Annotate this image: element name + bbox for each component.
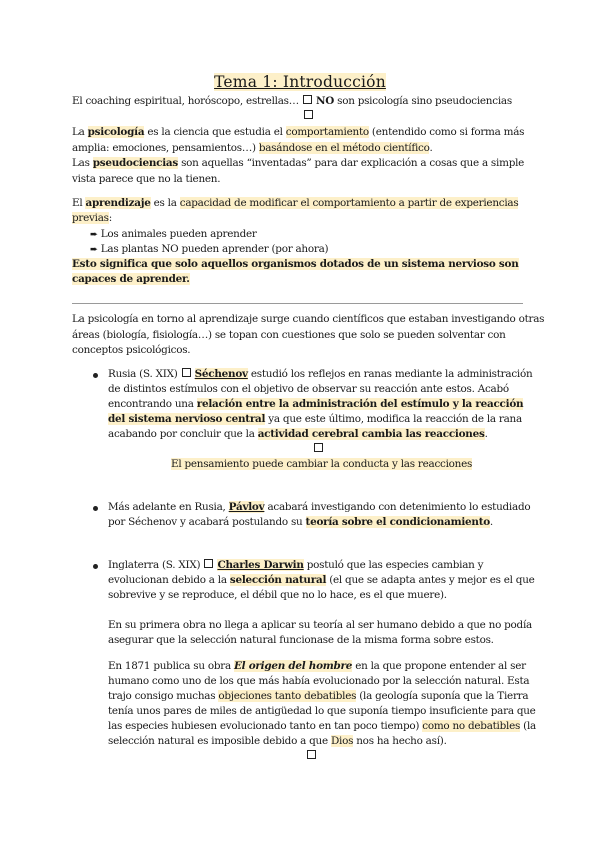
bullet-dot-icon bbox=[93, 506, 98, 511]
origin-paragraph-l3: conceptos psicológicos. bbox=[72, 344, 191, 356]
darwin-para-3-l5: las especies hubiesen evolucionado tanto en tan poco tiempo) como no debatibles (la bbox=[108, 720, 536, 732]
sechenov-line-3: encontrando una relación entre la administración del estímulo y la reacción bbox=[108, 398, 524, 410]
intro-line: El coaching espiritual, horóscopo, estrellas… NO son psicología sino pseudociencias bbox=[72, 95, 512, 107]
darwin-para-3-l3: trajo consigo muchas objeciones tanto debatibles (la geología suponía que la Tierra bbox=[108, 690, 529, 702]
list-item: ➨ Las plantas NO pueden aprender (por ahora) bbox=[90, 241, 328, 258]
origin-paragraph: La psicología en torno al aprendizaje surge cuando científicos que estaban investigando otras bbox=[72, 313, 545, 325]
pseudoscience-definition: Las pseudociencias son aquellas “inventadas” para dar explicación a cosas que a simple bbox=[72, 157, 525, 169]
horizontal-divider bbox=[72, 303, 523, 304]
arrow-placeholder-icon bbox=[306, 748, 317, 764]
bullet-dot-icon bbox=[93, 373, 98, 378]
darwin-para-3-l4: tenía unos pares de miles de antigüedad lo que suponía tiempo insuficiente para que bbox=[108, 705, 536, 717]
pavlov-line-2: por Séchenov y acabará postulando su teoría sobre el condicionamiento. bbox=[108, 516, 493, 528]
sechenov-line-2: de distintos estímulos con el objetivo de observar su reacción ante estos. Acabó bbox=[108, 383, 509, 395]
sechenov-line-4: del sistema nervioso central ya que este último, modifica la reacción de la rana bbox=[108, 413, 522, 425]
darwin-para-3: En 1871 publica su obra El origen del hombre en la que propone entender al ser bbox=[108, 660, 526, 672]
origin-paragraph-l2: áreas (biología, fisiología…) se topan con cuestiones que solo se pueden solventar con bbox=[72, 329, 506, 341]
arrow-bullet-icon: ➨ bbox=[90, 229, 98, 240]
list-item: ➨ Los animales pueden aprender bbox=[90, 226, 257, 243]
arrow-placeholder-icon bbox=[303, 108, 314, 124]
learning-conclusion: Esto significa que solo aquellos organismos dotados de un sistema nervioso son bbox=[72, 258, 519, 270]
sechenov-line: Rusia (S. XIX) Séchenov estudió los reflejos en ranas mediante la administración bbox=[108, 368, 533, 380]
darwin-line-2: evolucionan debido a la selección natural (el que se adapta antes y mejor es el que bbox=[108, 574, 535, 586]
darwin-para-3-l6: selección natural es imposible debido a que Dios nos ha hecho así). bbox=[108, 735, 447, 747]
sechenov-line-5: acabando por concluir que la actividad cerebral cambia las reacciones. bbox=[108, 428, 488, 440]
darwin-para-2-l2: asegurar que la selección natural funcionase de la misma forma sobre estos. bbox=[108, 634, 494, 646]
darwin-line-3: sobrevive y se reproduce, el débil que no lo hace, es el que muere). bbox=[108, 589, 447, 601]
page-title: Tema 1: Introducción bbox=[214, 73, 386, 91]
learning-definition: El aprendizaje es la capacidad de modificar el comportamiento a partir de experiencias bbox=[72, 197, 519, 209]
psychology-definition: La psicología es la ciencia que estudia el comportamiento (entendido como si forma más bbox=[72, 126, 525, 138]
sechenov-conclusion: El pensamiento puede cambiar la conducta y las reacciones bbox=[171, 458, 473, 470]
bullet-dot-icon bbox=[93, 564, 98, 569]
psychology-definition-cont: amplia: emociones, pensamientos…) basándose en el método científico. bbox=[72, 142, 433, 154]
darwin-para-2: En su primera obra no llega a aplicar su teoría al ser humano debido a que no podía bbox=[108, 619, 532, 631]
arrow-placeholder-icon bbox=[182, 368, 191, 377]
arrow-bullet-icon: ➨ bbox=[90, 244, 98, 255]
arrow-placeholder-icon bbox=[303, 95, 312, 104]
pseudoscience-definition-cont: vista parece que no la tienen. bbox=[72, 173, 221, 185]
pavlov-line: Más adelante en Rusia, Pávlov acabará investigando con detenimiento lo estudiado bbox=[108, 501, 531, 513]
learning-definition-cont: previas: bbox=[72, 212, 113, 224]
learning-conclusion-cont: capaces de aprender. bbox=[72, 273, 190, 285]
arrow-placeholder-icon bbox=[204, 559, 213, 568]
arrow-placeholder-icon bbox=[313, 441, 324, 457]
darwin-para-3-l2: humano como uno de los que más había evolucionado por la selección natural. Esta bbox=[108, 675, 530, 687]
darwin-line: Inglaterra (S. XIX) Charles Darwin postuló que las especies cambian y bbox=[108, 559, 484, 571]
